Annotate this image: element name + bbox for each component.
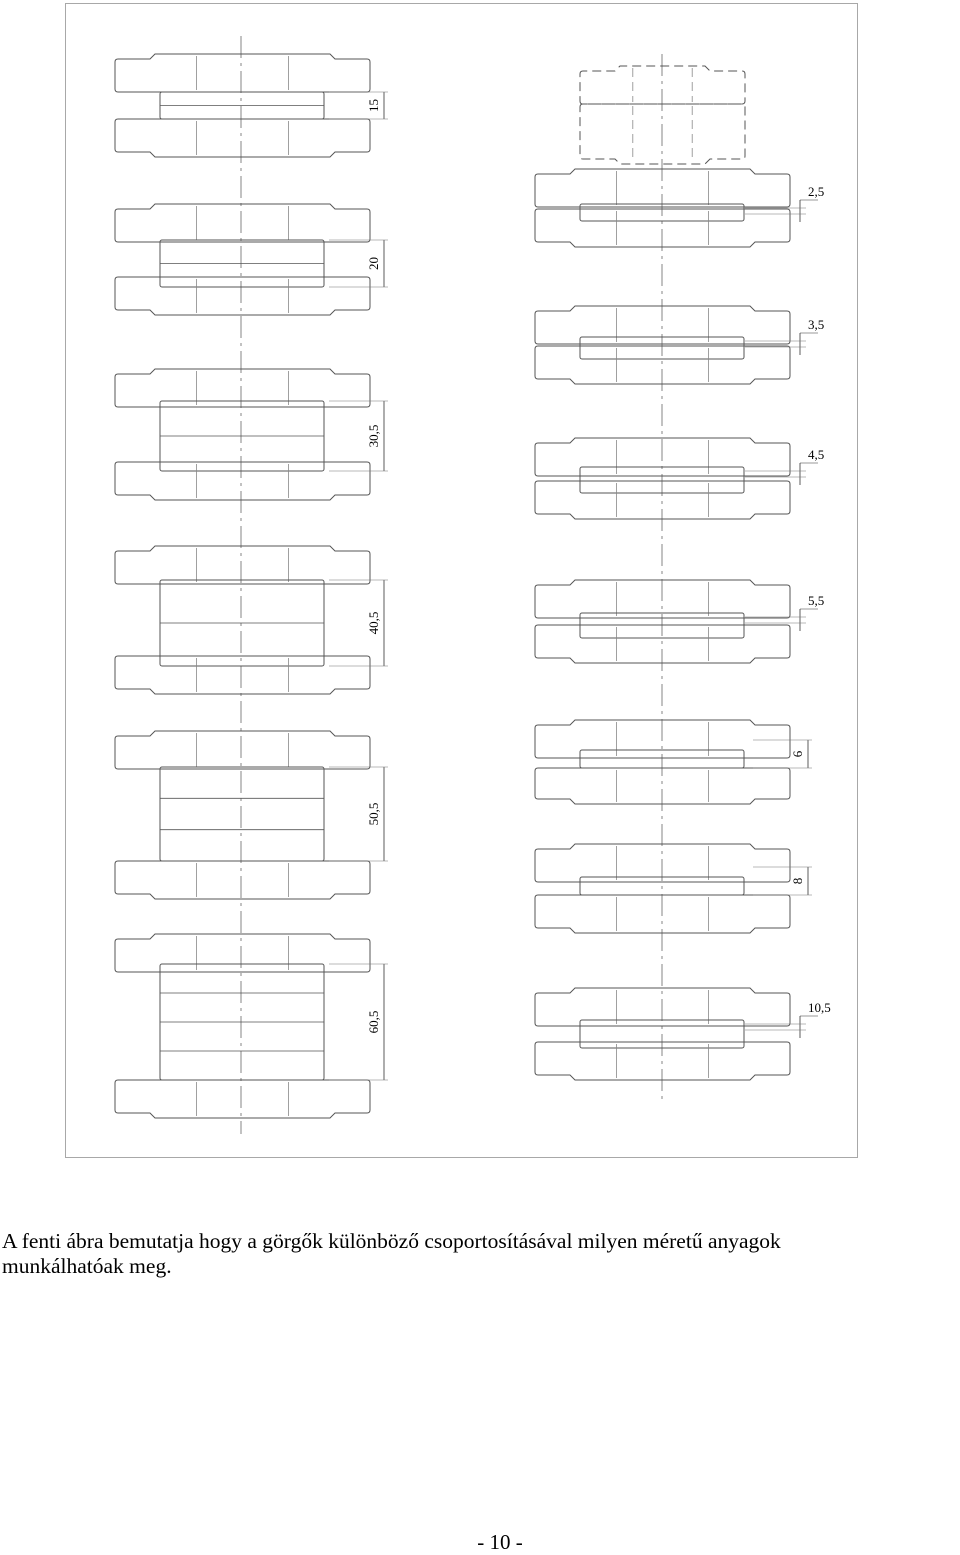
page-number: - 10 - (477, 1530, 523, 1554)
dimension-label: 6 (790, 750, 805, 758)
roller-outline (115, 656, 370, 694)
roller-outline (115, 54, 370, 92)
dimension-label: 15 (366, 99, 381, 112)
roller-outline (535, 625, 790, 663)
roller-drawing (66, 4, 859, 1159)
dimension-label: 40,5 (366, 611, 381, 635)
dimension-label: 3,5 (808, 317, 825, 332)
roller-grouping-figure (65, 3, 858, 1158)
caption-line-1: A fenti ábra bemutatja hogy a görgők különböző csoportosításával milyen méretű anyagok (2, 1229, 781, 1253)
roller-outline (535, 895, 790, 933)
roller-outline (535, 438, 790, 476)
roller-outline (535, 209, 790, 247)
roller-outline (115, 462, 370, 500)
roller-outline (580, 104, 745, 164)
roller-outline (535, 346, 790, 384)
dimension-label: 60,5 (366, 1010, 381, 1034)
figure-caption (2, 1229, 960, 1279)
dimension-label: 2,5 (808, 184, 825, 199)
roller-outline (580, 66, 745, 104)
roller-outline (535, 481, 790, 519)
dimension-label: 50,5 (366, 802, 381, 826)
roller-outline (535, 720, 790, 758)
dimension-label: 5,5 (808, 593, 825, 608)
dimension-label: 4,5 (808, 447, 825, 462)
dimension-label: 20 (366, 257, 381, 270)
roller-outline (535, 768, 790, 804)
roller-outline (115, 1080, 370, 1118)
dimension-label: 10,5 (808, 1000, 831, 1015)
caption-line-2: munkálhatóak meg. (2, 1254, 172, 1278)
roller-outline (115, 934, 370, 972)
roller-outline (115, 861, 370, 899)
roller-outline (535, 844, 790, 882)
material-strip (160, 767, 324, 861)
roller-outline (115, 277, 370, 315)
roller-outline (535, 306, 790, 344)
roller-outline (115, 119, 370, 157)
dimension-label: 30,5 (366, 424, 381, 448)
roller-outline (535, 169, 790, 207)
roller-outline (535, 580, 790, 618)
roller-outline (115, 204, 370, 242)
dimension-label: 8 (790, 877, 805, 885)
roller-outline (115, 546, 370, 584)
roller-outline (115, 731, 370, 769)
